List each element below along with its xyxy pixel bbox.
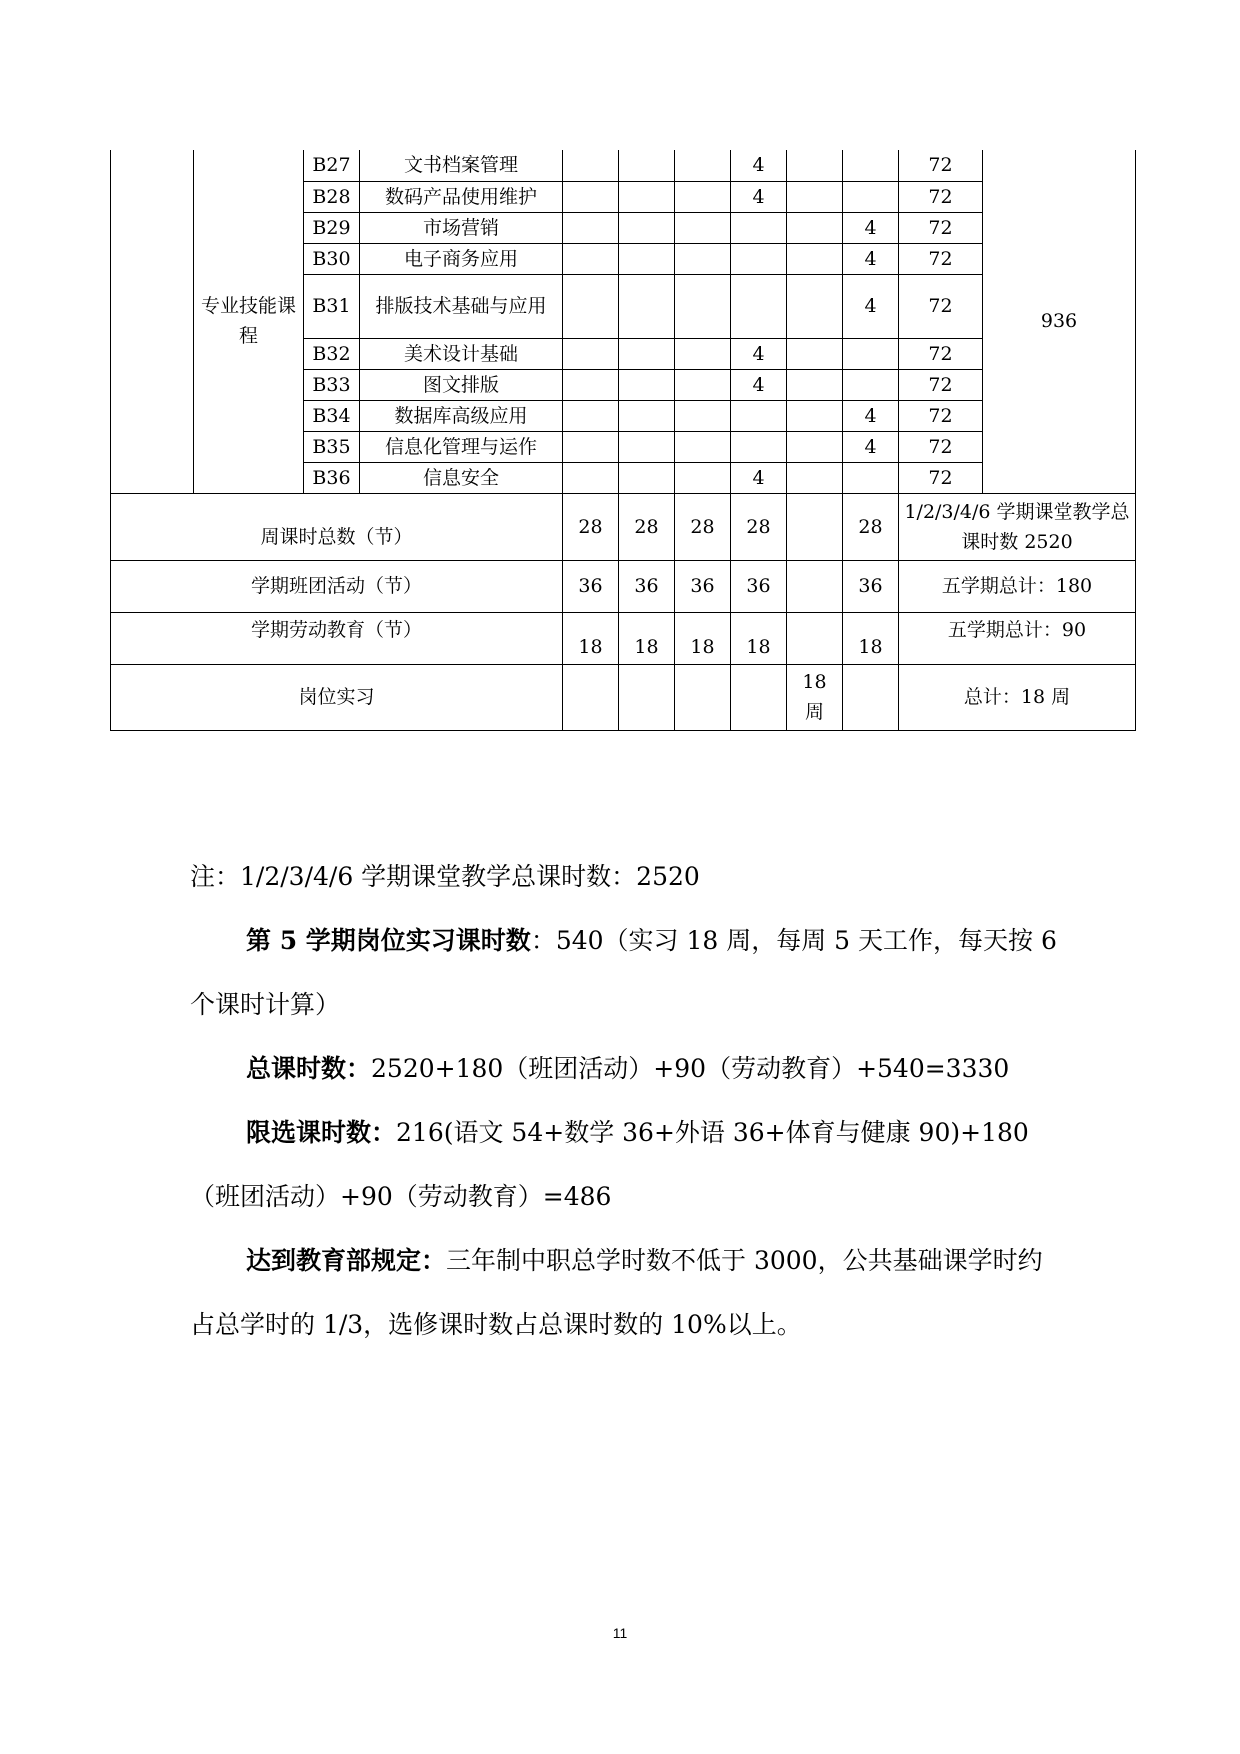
sem-6-cell: 36 [843, 560, 899, 612]
sem-1-cell: 36 [563, 560, 619, 612]
sem-5-cell [787, 431, 843, 462]
sem-4-cell: 28 [731, 493, 787, 560]
sem-1-cell: 28 [563, 493, 619, 560]
notes-section [190, 845, 1060, 1357]
note-label: 限选课时数： [246, 1118, 397, 1147]
internship-sem-5-cell: 18周 [787, 664, 843, 730]
sem-3-cell [675, 243, 731, 274]
hours-cell: 72 [899, 462, 983, 493]
note-restricted-elective-hours [190, 1101, 1060, 1229]
hours-cell: 72 [899, 150, 983, 181]
sem-6-cell [843, 369, 899, 400]
sem-5-cell [787, 150, 843, 181]
note-text: ：540（实习 18 周，每周 5 天工作，每天按 6 个课时计算） [190, 926, 1057, 1019]
sem-2-cell [619, 431, 675, 462]
hours-cell: 72 [899, 212, 983, 243]
hours-cell: 72 [899, 181, 983, 212]
page-number: 11 [612, 1625, 628, 1641]
hours-cell: 72 [899, 431, 983, 462]
course-name: 信息化管理与运作 [360, 431, 563, 462]
sem-3-cell: 28 [675, 493, 731, 560]
sem-2-cell [619, 274, 675, 338]
sem-4-cell: 4 [731, 369, 787, 400]
sem-6-cell: 4 [843, 274, 899, 338]
sem-2-cell [619, 212, 675, 243]
sem-5-cell [787, 212, 843, 243]
table-row [111, 150, 1136, 181]
category-label: 专业技能课程 [200, 295, 296, 348]
sem-1-cell: 18 [563, 612, 619, 664]
sem-1-cell [563, 400, 619, 431]
sem-1-cell [563, 338, 619, 369]
sem-4-cell [731, 243, 787, 274]
sem-2-cell [619, 338, 675, 369]
course-code: B30 [304, 243, 360, 274]
note-text: 2520+180（班团活动）+90（劳动教育）+540=3330 [371, 1054, 1010, 1083]
sem-2-cell: 36 [619, 560, 675, 612]
sem-6-cell: 4 [843, 212, 899, 243]
course-name: 数码产品使用维护 [360, 181, 563, 212]
sem-4-cell: 4 [731, 338, 787, 369]
table-row [111, 664, 1136, 730]
note-total-classroom-hours: 注：1/2/3/4/6 学期课堂教学总课时数：2520 [190, 862, 700, 891]
sem-5-cell [787, 493, 843, 560]
sem-2-cell [619, 369, 675, 400]
sem-3-cell [675, 150, 731, 181]
sem-4-cell: 36 [731, 560, 787, 612]
sem-4-cell [731, 274, 787, 338]
sem-3-cell [675, 212, 731, 243]
course-name: 图文排版 [360, 369, 563, 400]
sem-2-cell [619, 664, 675, 730]
sem-3-cell [675, 274, 731, 338]
hours-cell: 72 [899, 338, 983, 369]
sem-5-cell [787, 243, 843, 274]
course-name: 文书档案管理 [360, 150, 563, 181]
course-name: 数据库高级应用 [360, 400, 563, 431]
hours-cell: 72 [899, 243, 983, 274]
course-code: B31 [304, 274, 360, 338]
sem-6-cell [843, 150, 899, 181]
sem-6-cell [843, 462, 899, 493]
course-name: 美术设计基础 [360, 338, 563, 369]
activity-label: 学期班团活动（节） [111, 560, 563, 612]
hours-cell: 72 [899, 274, 983, 338]
sem-5-cell [787, 181, 843, 212]
sem-1-cell [563, 462, 619, 493]
blank-category-cell [111, 150, 194, 493]
sem-3-cell [675, 181, 731, 212]
course-name: 排版技术基础与应用 [360, 274, 563, 338]
sem-3-cell [675, 369, 731, 400]
sem-1-cell [563, 150, 619, 181]
course-code: B33 [304, 369, 360, 400]
hours-cell: 72 [899, 369, 983, 400]
course-name: 电子商务应用 [360, 243, 563, 274]
curriculum-table [110, 150, 1136, 731]
note-text: 216(语文 54+数学 36+外语 36+体育与健康 90)+180（班团活动）+90（劳动教育）=486 [190, 1118, 1029, 1211]
sem-1-cell [563, 212, 619, 243]
labor-label: 学期劳动教育（节） [111, 612, 563, 664]
course-code: B29 [304, 212, 360, 243]
course-code: B35 [304, 431, 360, 462]
sem-3-cell [675, 431, 731, 462]
course-name: 市场营销 [360, 212, 563, 243]
sem-4-cell: 18 [731, 612, 787, 664]
sem-1-cell [563, 431, 619, 462]
course-code: B36 [304, 462, 360, 493]
sem-3-cell [675, 664, 731, 730]
sem-2-cell [619, 400, 675, 431]
sem-2-cell: 28 [619, 493, 675, 560]
table-row [111, 560, 1136, 612]
sem-5-cell [787, 462, 843, 493]
sem-2-cell: 18 [619, 612, 675, 664]
sem-1-cell [563, 274, 619, 338]
weekly-hours-label: 周课时总数（节） [111, 493, 563, 560]
category-cell [194, 150, 304, 493]
weekly-hours-note: 1/2/3/4/6 学期课堂教学总课时数 2520 [899, 493, 1136, 560]
sem-2-cell [619, 243, 675, 274]
sem-6-cell: 18 [843, 612, 899, 664]
table-row [111, 612, 1136, 664]
note-label: 达到教育部规定： [246, 1246, 447, 1275]
sem-4-cell [731, 431, 787, 462]
labor-note: 五学期总计：90 [899, 612, 1136, 664]
sem-5-cell [787, 400, 843, 431]
note-total-hours [190, 1037, 1060, 1101]
sem-5-cell [787, 338, 843, 369]
course-code: B27 [304, 150, 360, 181]
sem-1-cell [563, 664, 619, 730]
sem-5-cell [787, 560, 843, 612]
activity-note: 五学期总计：180 [899, 560, 1136, 612]
note-ministry-requirement [190, 1229, 1060, 1357]
sem-3-cell [675, 338, 731, 369]
course-code: B28 [304, 181, 360, 212]
sem-4-cell: 4 [731, 462, 787, 493]
note-internship-hours [190, 909, 1060, 1037]
sem-6-cell: 4 [843, 431, 899, 462]
note-label: 第 5 学期岗位实习课时数 [246, 926, 531, 955]
sem-4-cell: 4 [731, 181, 787, 212]
sem-5-cell [787, 274, 843, 338]
sem-1-cell [563, 181, 619, 212]
course-name: 信息安全 [360, 462, 563, 493]
sem-3-cell: 18 [675, 612, 731, 664]
table-row [111, 493, 1136, 560]
sem-5-cell [787, 369, 843, 400]
sem-6-cell: 4 [843, 243, 899, 274]
sem-3-cell [675, 400, 731, 431]
course-code: B32 [304, 338, 360, 369]
sem-6-cell: 28 [843, 493, 899, 560]
sem-3-cell [675, 462, 731, 493]
note-text: 三年制中职总学时数不低于 3000，公共基础课学时约占总学时的 1/3，选修课时数占总课时数的 10%以上。 [190, 1246, 1043, 1339]
sem-4-cell: 4 [731, 150, 787, 181]
sem-2-cell [619, 150, 675, 181]
sem-4-cell [731, 400, 787, 431]
internship-label: 岗位实习 [111, 664, 563, 730]
sem-2-cell [619, 181, 675, 212]
sem-6-cell [843, 181, 899, 212]
sem-3-cell: 36 [675, 560, 731, 612]
sem-6-cell [843, 664, 899, 730]
sem-2-cell [619, 462, 675, 493]
sem-4-cell [731, 212, 787, 243]
sem-1-cell [563, 243, 619, 274]
note-label: 总课时数： [246, 1054, 372, 1083]
category-total-cell: 936 [983, 150, 1136, 493]
sem-1-cell [563, 369, 619, 400]
sem-6-cell [843, 338, 899, 369]
sem-5-cell [787, 612, 843, 664]
sem-4-cell [731, 664, 787, 730]
internship-note: 总计：18 周 [899, 664, 1136, 730]
course-code: B34 [304, 400, 360, 431]
hours-cell: 72 [899, 400, 983, 431]
sem-6-cell: 4 [843, 400, 899, 431]
